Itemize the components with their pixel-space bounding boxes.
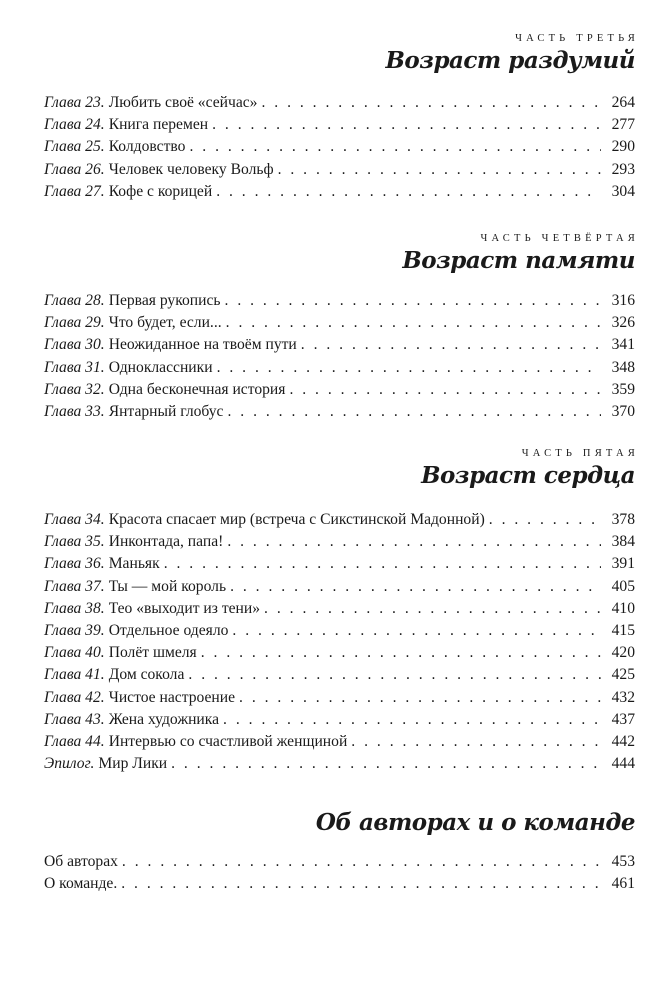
chapter-number: Глава 34. xyxy=(44,511,105,528)
dot-leader xyxy=(212,114,601,136)
chapter-title: Колдовство xyxy=(108,138,186,156)
chapter-number: Глава 30. xyxy=(44,336,105,354)
page-number: 326 xyxy=(611,314,635,332)
page-number: 316 xyxy=(611,292,635,309)
part-title: Возраст сердца xyxy=(421,462,635,489)
toc-entry[interactable] xyxy=(44,731,635,753)
toc-entry[interactable] xyxy=(44,290,635,312)
chapter-number: Глава 35. xyxy=(44,533,105,551)
toc-entry[interactable] xyxy=(44,509,635,531)
dot-leader xyxy=(289,379,601,401)
part-3-entries xyxy=(44,92,635,203)
dot-leader xyxy=(216,181,601,203)
chapter-number: Глава 24. xyxy=(44,116,105,134)
toc-entry[interactable] xyxy=(44,620,635,642)
part-5-entries xyxy=(44,509,635,775)
part-title: Возраст памяти xyxy=(402,247,635,274)
chapter-number: Глава 23. xyxy=(44,94,105,111)
toc-entry[interactable] xyxy=(44,181,635,203)
page-number: 277 xyxy=(611,116,635,134)
dot-leader xyxy=(227,401,601,423)
chapter-title: Кофе с корицей xyxy=(108,182,213,200)
dot-leader xyxy=(223,709,601,731)
toc-entry[interactable] xyxy=(44,357,635,379)
toc-entry[interactable] xyxy=(44,687,635,709)
dot-leader xyxy=(201,642,601,664)
toc-entry[interactable] xyxy=(44,136,635,158)
page-number: 442 xyxy=(611,732,635,750)
page-number: 293 xyxy=(611,160,635,178)
chapter-title: Любить своё «сейчас» xyxy=(108,94,258,111)
dot-leader xyxy=(261,92,601,114)
part-label: ЧАСТЬ ПЯТАЯ xyxy=(521,448,639,459)
page-number: 425 xyxy=(611,666,635,684)
dot-leader xyxy=(189,136,601,158)
chapter-number: Глава 32. xyxy=(44,380,105,398)
toc-entry[interactable] xyxy=(44,664,635,686)
toc-entry[interactable] xyxy=(44,709,635,731)
section-entry-title: Об авторах xyxy=(44,853,118,870)
toc-entry[interactable] xyxy=(44,401,635,423)
chapter-number: Глава 29. xyxy=(44,314,105,332)
page-number: 304 xyxy=(611,182,635,200)
page-number: 290 xyxy=(611,138,635,156)
section-title: Об авторах и о команде xyxy=(315,809,635,836)
part-label: ЧАСТЬ ТРЕТЬЯ xyxy=(515,33,639,44)
chapter-title: Одноклассники xyxy=(108,358,213,376)
chapter-title: Одна бесконечная история xyxy=(108,380,286,398)
toc-entry[interactable] xyxy=(44,379,635,401)
chapter-title: Интервью со счастливой женщиной xyxy=(108,732,348,750)
page-number: 437 xyxy=(611,710,635,728)
chapter-number: Глава 27. xyxy=(44,182,105,200)
chapter-title: Неожиданное на твоём пути xyxy=(108,336,297,354)
epilogue-label: Эпилог. xyxy=(44,755,95,773)
page-number: 359 xyxy=(611,380,635,398)
chapter-number: Глава 25. xyxy=(44,138,105,156)
about-entries xyxy=(44,851,635,895)
page-number: 415 xyxy=(611,621,635,639)
chapter-title: Мир Лики xyxy=(98,755,168,773)
toc-entry[interactable] xyxy=(44,159,635,181)
dot-leader xyxy=(230,576,601,598)
chapter-title: Полёт шмеля xyxy=(108,644,197,662)
chapter-title: Тео «выходит из тени» xyxy=(108,599,261,617)
chapter-title: Чистое настроение xyxy=(108,688,236,706)
dot-leader xyxy=(171,753,601,775)
dot-leader xyxy=(489,509,601,531)
chapter-title: Первая рукопись xyxy=(108,292,221,309)
dot-leader xyxy=(217,357,601,379)
chapter-title: Янтарный глобус xyxy=(108,402,224,420)
chapter-title: Инконтада, папа! xyxy=(108,533,224,551)
dot-leader xyxy=(226,312,601,334)
chapter-title: Человек человеку Вольф xyxy=(108,160,274,178)
toc-entry[interactable] xyxy=(44,851,635,873)
chapter-number: Глава 41. xyxy=(44,666,105,684)
dot-leader xyxy=(278,159,601,181)
page-number: 370 xyxy=(611,402,635,420)
chapter-number: Глава 26. xyxy=(44,160,105,178)
chapter-title: Книга перемен xyxy=(108,116,209,134)
toc-entry[interactable] xyxy=(44,312,635,334)
part-header-5 xyxy=(44,447,639,491)
page-number: 405 xyxy=(611,577,635,595)
chapter-title: Ты — мой король xyxy=(108,577,227,595)
toc-entry[interactable] xyxy=(44,873,635,895)
chapter-number: Глава 28. xyxy=(44,292,105,309)
dot-leader xyxy=(239,687,601,709)
toc-entry[interactable] xyxy=(44,92,635,114)
chapter-number: Глава 43. xyxy=(44,710,105,728)
toc-entry[interactable] xyxy=(44,576,635,598)
chapter-number: Глава 40. xyxy=(44,644,105,662)
dot-leader xyxy=(122,851,601,873)
chapter-title: Дом сокола xyxy=(108,666,185,684)
page-number: 444 xyxy=(611,755,635,773)
dot-leader xyxy=(301,334,601,356)
chapter-number: Глава 44. xyxy=(44,732,105,750)
page-number: 348 xyxy=(611,358,635,376)
part-4-entries xyxy=(44,290,635,423)
section-entry-title: О команде. xyxy=(44,875,118,893)
toc-entry[interactable] xyxy=(44,531,635,553)
toc-entry[interactable] xyxy=(44,642,635,664)
dot-leader xyxy=(227,531,601,553)
chapter-number: Глава 42. xyxy=(44,688,105,706)
page-number: 391 xyxy=(611,555,635,573)
chapter-number: Глава 33. xyxy=(44,402,105,420)
page-number: 264 xyxy=(611,94,635,111)
page-number: 432 xyxy=(611,688,635,706)
page-number: 453 xyxy=(611,853,635,870)
chapter-title: Жена художника xyxy=(108,710,220,728)
page-number: 341 xyxy=(611,336,635,354)
chapter-title: Отдельное одеяло xyxy=(108,621,229,639)
chapter-number: Глава 37. xyxy=(44,577,105,595)
part-header-4 xyxy=(44,232,639,276)
page-number: 420 xyxy=(611,644,635,662)
dot-leader xyxy=(164,553,601,575)
chapter-title: Что будет, если... xyxy=(108,314,222,332)
page-number: 410 xyxy=(611,599,635,617)
chapter-title: Красота спасает мир (встреча с Сикстинской Мадонной) xyxy=(108,511,485,528)
dot-leader xyxy=(264,598,601,620)
page-number: 384 xyxy=(611,533,635,551)
part-label: ЧАСТЬ ЧЕТВЁРТАЯ xyxy=(480,233,639,244)
about-header xyxy=(44,808,635,838)
toc-entry[interactable] xyxy=(44,553,635,575)
dot-leader xyxy=(232,620,601,642)
dot-leader xyxy=(225,290,601,312)
chapter-number: Глава 36. xyxy=(44,555,105,573)
dot-leader xyxy=(188,664,601,686)
toc-entry[interactable] xyxy=(44,114,635,136)
dot-leader xyxy=(121,873,601,895)
toc-entry[interactable] xyxy=(44,598,635,620)
chapter-number: Глава 38. xyxy=(44,599,105,617)
dot-leader xyxy=(351,731,601,753)
chapter-title: Маньяк xyxy=(108,555,160,573)
toc-entry[interactable] xyxy=(44,334,635,356)
page-number: 378 xyxy=(611,511,635,528)
part-title: Возраст раздумий xyxy=(385,47,635,74)
chapter-number: Глава 31. xyxy=(44,358,105,376)
part-header-3 xyxy=(44,32,639,76)
chapter-number: Глава 39. xyxy=(44,621,105,639)
toc-entry[interactable] xyxy=(44,753,635,775)
page-number: 461 xyxy=(611,875,635,893)
